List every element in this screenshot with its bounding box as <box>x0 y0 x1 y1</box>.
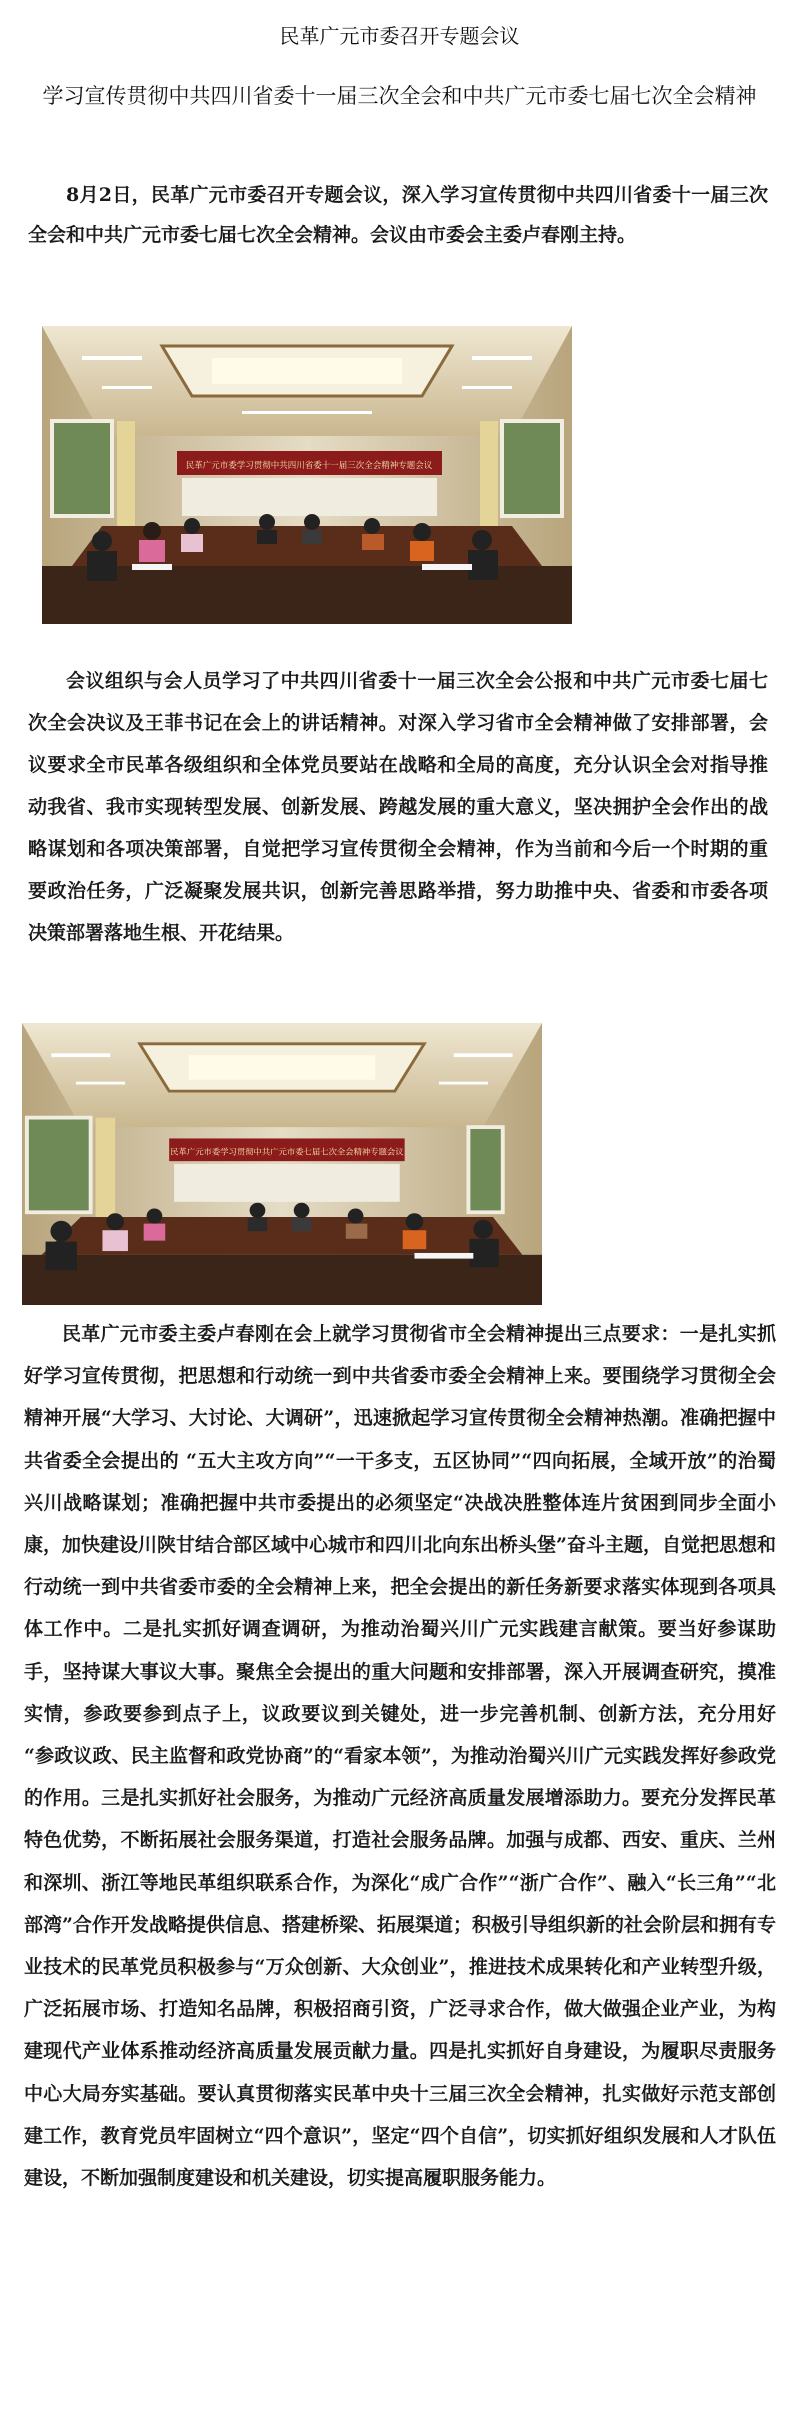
meeting-photo-2 <box>22 1023 542 1305</box>
paragraph-study: 会议组织与会人员学习了中共四川省委十一届三次全会公报和中共广元市委七届七次全会决议及王菲书记在会上的讲话精神。对深入学习省市全会精神做了安排部署，会议要求全市民革各级组织和全体党员要站在战略和全局的高度，充分认识全会对指导推动我省、我市实现转型发展、创新发展、跨越发展的重大意义，坚决拥护全会作出的战略谋划和各项决策部署，自觉把学习宣传贯彻全会精神，作为当前和今后一个时期的重要政治任务，广泛凝聚发展共识，创新完善思路举措，努力助推中央、省委和市委各项决策部署落地生根、开花结果。 <box>28 670 768 944</box>
paragraph-intro: 8月2日，民革广元市委召开专题会议，深入学习宣传贯彻中共四川省委十一届三次全会和中共广元市委七届七次全会精神。会议由市委会主委卢春刚主持。 <box>28 184 768 246</box>
article-subtitle: 学习宣传贯彻中共四川省委十一届三次全会和中共广元市委七届七次全会精神 <box>42 84 757 108</box>
meeting-photo-1-image <box>42 326 572 624</box>
paragraph-requirements: 民革广元市委主委卢春刚在会上就学习贯彻省市全会精神提出三点要求：一是扎实抓好学习宣传贯彻，把思想和行动统一到中共省委市委全会精神上来。要围绕学习贯彻全会精神开展“大学习、大讨论、大调研”，迅速掀起学习宣传贯彻全会精神热潮。准确把握中共省委全会提出的 “五大主攻方向”“一干多支，五区协同”“四向拓展，全域开放”的治蜀兴川战略谋划；准确把握中共市委提出的必须坚定“决战决胜整体连片贫困到同步全面小康，加快建设川陕甘结合部区域中心城市和四川北向东出桥头堡”奋斗主题，自觉把思想和行动统一到中共省委市委的全会精神上来，把全会提出的新任务新要求落实体现到各项具体工作中。二是扎实抓好调查调研，为推动治蜀兴川广元实践建言献策。要当好参谋助手，坚持谋大事议大事。聚焦全会提出的重大问题和安排部署，深入开展调查研究，摸准实情，参政要参到点子上，议政要议到关键处，进一步完善机制、创新方法，充分用好 “参政议政、民主监督和政党协商”的“看家本领”，为推动治蜀兴川广元实践发挥好参政党的作用。三是扎实抓好社会服务，为推动广元经济高质量发展增添助力。要充分发挥民革特色优势，不断拓展社会服务渠道，打造社会服务品牌。加强与成都、西安、重庆、兰州和深圳、浙江等地民革组织联系合作，为深化“成广合作”“浙广合作”、融入“长三角”“北部湾”合作开发战略提供信息、搭建桥梁、拓展渠道；积极引导组织新的社会阶层和拥有专业技术的民革党员积极参与“万众创新、大众创业”，推进技术成果转化和产业转型升级，广泛拓展市场、打造知名品牌，积极招商引资，广泛寻求合作，做大做强企业产业，为构建现代产业体系推动经济高质量发展贡献力量。四是扎实抓好自身建设，为履职尽责服务中心大局夯实基础。要认真贯彻落实民革中央十三届三次全会精神，扎实做好示范支部创建工作，教育党员牢固树立“四个意识”，坚定“四个自信”，切实抓好组织发展和人才队伍建设，不断加强制度建设和机关建设，切实提高履职服务能力。 <box>24 1323 776 2190</box>
meeting-photo-2-image <box>22 1023 542 1305</box>
article-title: 民革广元市委召开专题会议 <box>279 24 520 48</box>
meeting-photo-1 <box>42 326 572 624</box>
photo-1-banner: 民革广元市委学习贯彻中共四川省委十一届三次全会精神专题会议 <box>185 461 433 471</box>
photo-2-banner: 民革广元市委学习贯彻中共广元市委七届七次全会精神专题会议 <box>170 1146 404 1157</box>
